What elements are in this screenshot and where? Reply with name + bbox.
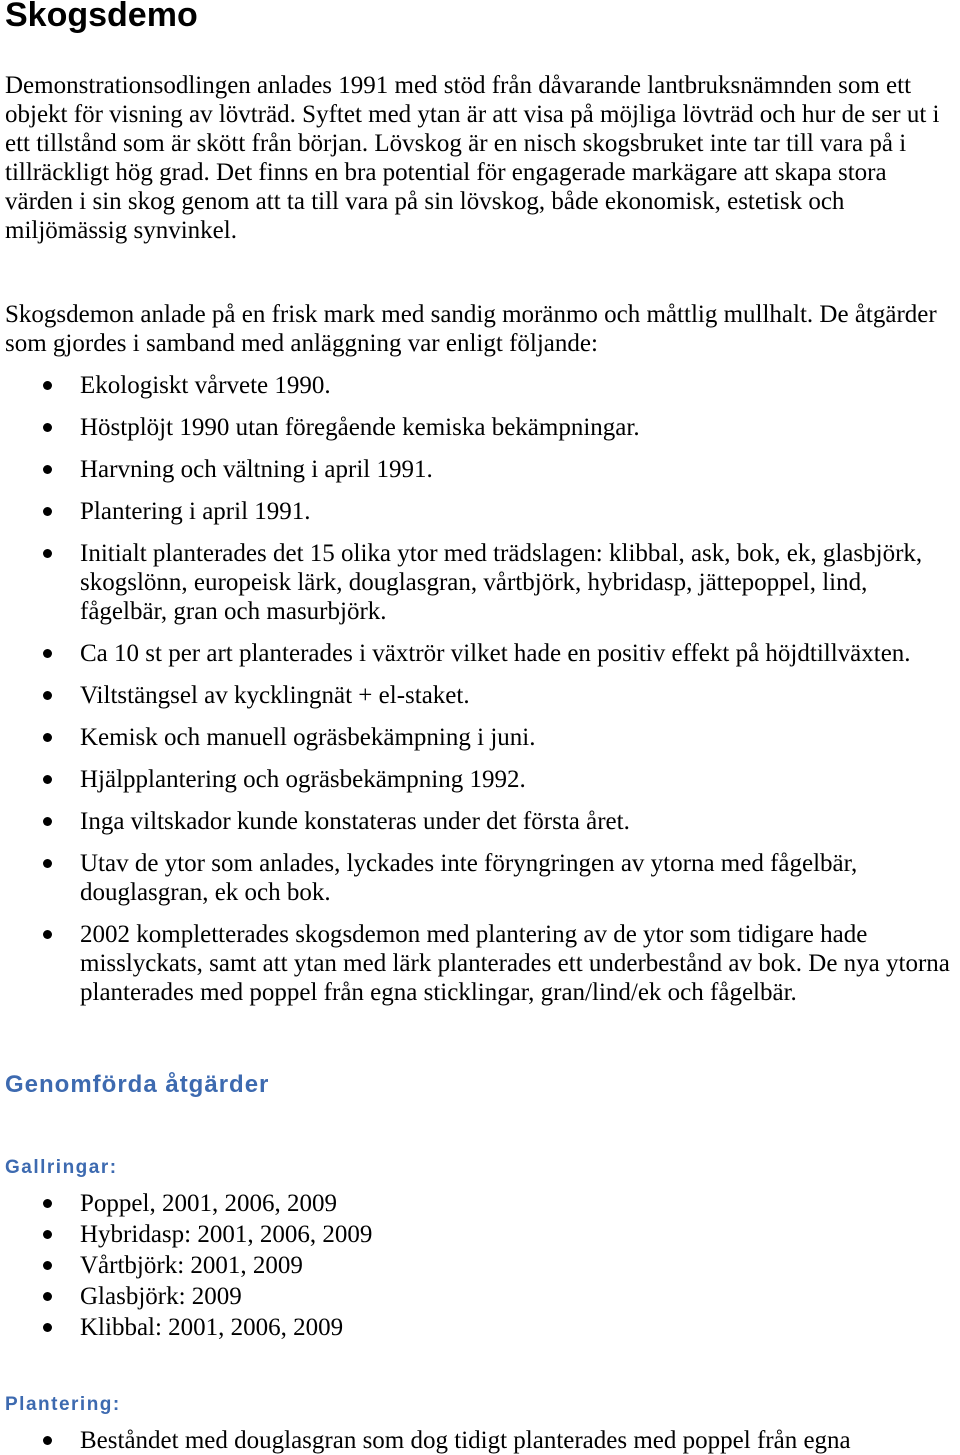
list-item xyxy=(0,807,960,836)
list-item-text: Klibbal: 2001, 2006, 2009 xyxy=(80,1314,344,1341)
list-item xyxy=(0,1219,960,1250)
list-item-text: Utav de ytor som anlades, lyckades inte föryngringen av ytorna med fågelbär, douglasgran, ek och bok. xyxy=(80,850,858,906)
bullet-icon xyxy=(43,1199,52,1208)
thinnings-list xyxy=(0,1188,960,1343)
list-item xyxy=(0,639,960,668)
list-item-text: Plantering i april 1991. xyxy=(80,498,311,525)
list-item xyxy=(0,723,960,752)
section-heading: Genomförda åtgärder xyxy=(5,1071,270,1098)
bullet-icon xyxy=(43,1230,52,1239)
bullet-icon xyxy=(43,423,52,432)
list-item-text: Hybridasp: 2001, 2006, 2009 xyxy=(80,1221,373,1248)
list-item xyxy=(0,1188,960,1219)
list-item xyxy=(0,539,960,626)
list-item-text: Beståndet med douglasgran som dog tidigt planterades med poppel från egna xyxy=(80,1427,851,1454)
list-item-text: Harvning och vältning i april 1991. xyxy=(80,456,433,483)
bullet-icon xyxy=(43,1292,52,1301)
bullet-icon xyxy=(43,465,52,474)
list-item xyxy=(0,1250,960,1281)
bullet-icon xyxy=(43,930,52,939)
list-item xyxy=(0,371,960,400)
planting-list xyxy=(0,1426,960,1455)
list-item xyxy=(0,681,960,710)
bullet-icon xyxy=(43,1323,52,1332)
list-item-text: Viltstängsel av kycklingnät + el-staket. xyxy=(80,682,470,709)
bullet-icon xyxy=(43,859,52,868)
site-paragraph: Skogsdemon anlade på en frisk mark med sandig moränmo och måttlig mullhalt. De åtgärder som gjordes i samband med anläggning var enligt följande: xyxy=(5,301,937,357)
establishment-steps-list xyxy=(0,371,960,1007)
bullet-icon xyxy=(43,1261,52,1270)
bullet-icon xyxy=(43,775,52,784)
list-item xyxy=(0,849,960,907)
list-item-text: Höstplöjt 1990 utan föregående kemiska bekämpningar. xyxy=(80,414,640,441)
list-item xyxy=(0,1281,960,1312)
list-item-text: Vårtbjörk: 2001, 2009 xyxy=(80,1252,303,1279)
bullet-icon xyxy=(43,691,52,700)
thinnings-label: Gallringar: xyxy=(5,1157,118,1178)
planting-label: Plantering: xyxy=(5,1394,121,1415)
list-item xyxy=(0,497,960,526)
list-item-text: Hjälpplantering och ogräsbekämpning 1992. xyxy=(80,766,526,793)
list-item xyxy=(0,765,960,794)
bullet-icon xyxy=(43,733,52,742)
list-item xyxy=(0,1426,960,1455)
list-item-text: 2002 kompletterades skogsdemon med plantering av de ytor som tidigare hade misslyckats, samt att ytan med lärk planterades ett underbestånd av bok. De nya ytorna planterades med poppel från egna sticklingar, gran/lind/ek och fågelbär. xyxy=(80,921,950,1006)
intro-paragraph: Demonstrationsodlingen anlades 1991 med stöd från dåvarande lantbruksnämnden som ett objekt för visning av lövträd. Syftet med ytan är att visa på möjliga lövträd och hur de ser ut i ett tillstånd som är skött från början. Lövskog är en nisch skogsbruket inte tar till vara på i tillräckligt hög grad. Det finns en bra potential för engagerade markägare att skapa stora värden i sin skog genom att ta till vara på sin lövskog, både ekonomisk, estetisk och miljömässig synvinkel. xyxy=(5,72,940,244)
list-item xyxy=(0,455,960,484)
list-item xyxy=(0,1312,960,1343)
bullet-icon xyxy=(43,649,52,658)
list-item-text: Kemisk och manuell ogräsbekämpning i juni. xyxy=(80,724,536,751)
bullet-icon xyxy=(43,1436,52,1445)
bullet-icon xyxy=(43,549,52,558)
bullet-icon xyxy=(43,381,52,390)
list-item-text: Inga viltskador kunde konstateras under det första året. xyxy=(80,808,630,835)
list-item xyxy=(0,920,960,1007)
list-item-text: Ekologiskt vårvete 1990. xyxy=(80,372,331,399)
list-item-text: Initialt planterades det 15 olika ytor med trädslagen: klibbal, ask, bok, ek, glasbjörk, skogslönn, europeisk lärk, douglasgran, vårtbjörk, hybridasp, jättepoppel, lind, fågelbär, gran och masurbjörk. xyxy=(80,540,923,625)
list-item-text: Ca 10 st per art planterades i växtrör vilket hade en positiv effekt på höjdtillväxten. xyxy=(80,640,911,667)
list-item xyxy=(0,413,960,442)
bullet-icon xyxy=(43,817,52,826)
list-item-text: Glasbjörk: 2009 xyxy=(80,1283,242,1310)
bullet-icon xyxy=(43,507,52,516)
list-item-text: Poppel, 2001, 2006, 2009 xyxy=(80,1190,337,1217)
page-title: Skogsdemo xyxy=(5,0,198,34)
